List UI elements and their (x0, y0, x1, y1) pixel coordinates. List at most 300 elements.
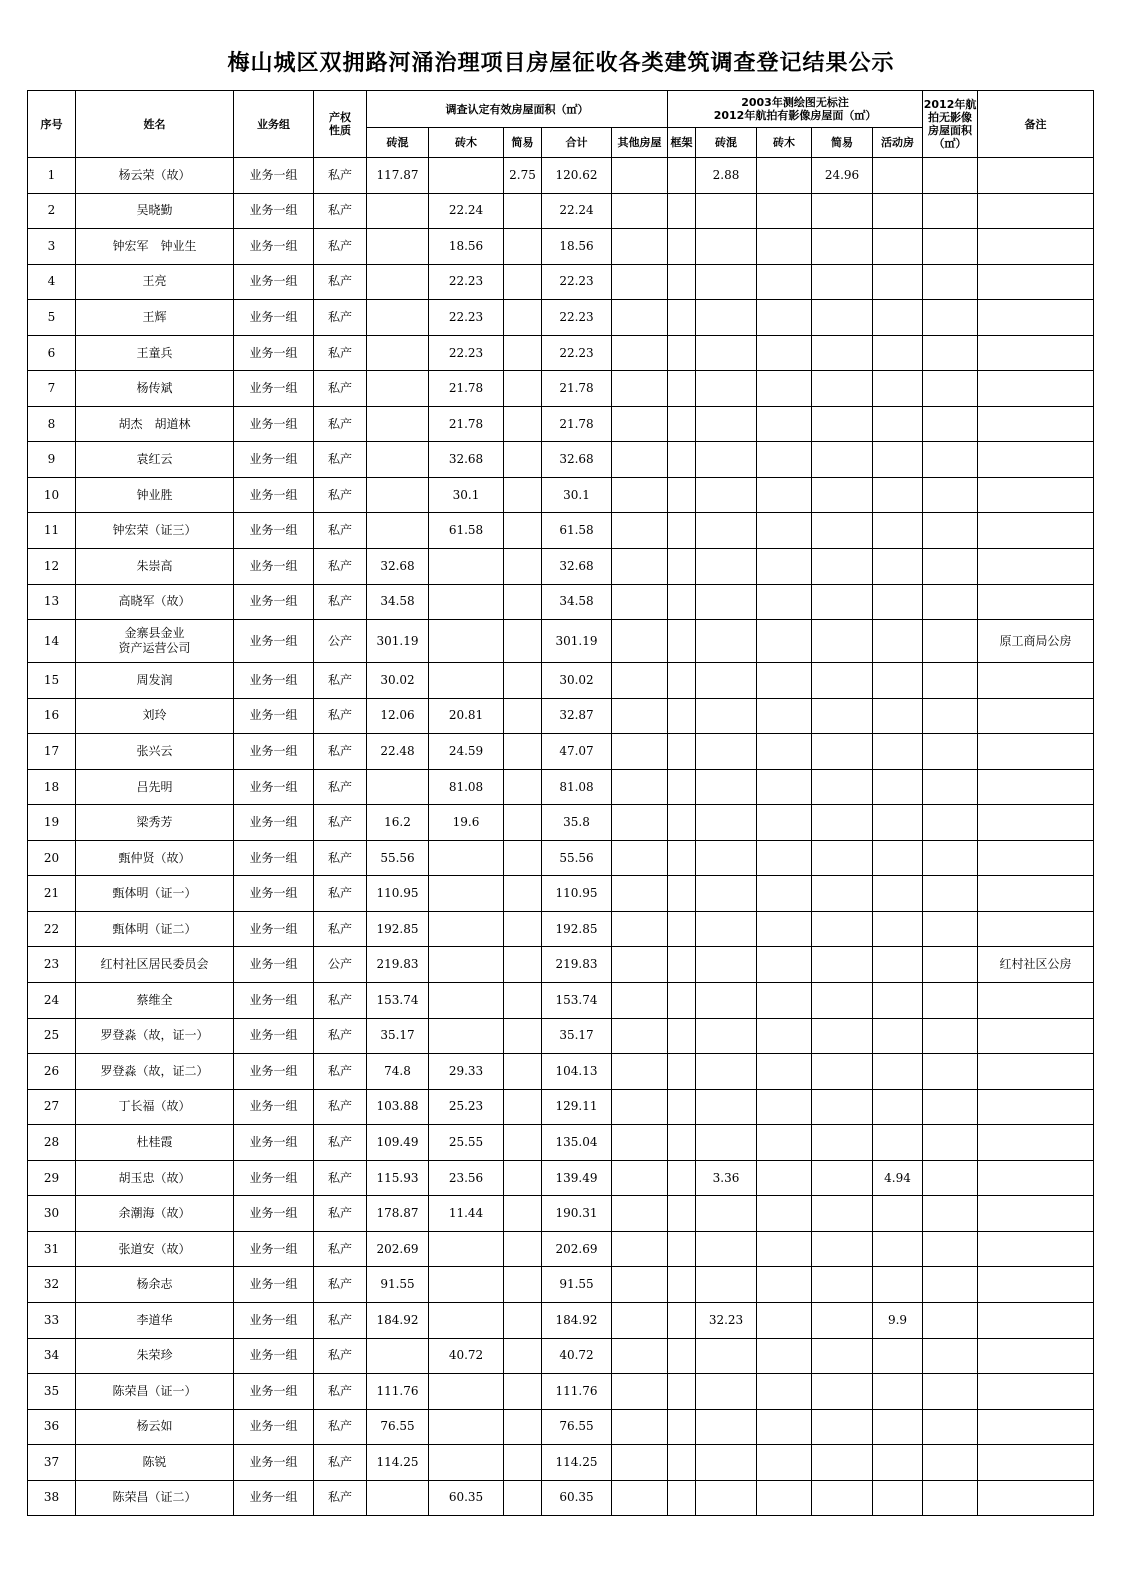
cell-property-nature: 私产 (314, 335, 367, 371)
cell-seq: 32 (28, 1267, 76, 1303)
cell-property-nature: 私产 (314, 158, 367, 194)
cell-map-mobile-house (873, 229, 923, 265)
cell-2012-aerial (923, 442, 978, 478)
cell-remark (978, 229, 1094, 265)
cell-survey-brick-concrete: 184.92 (367, 1302, 429, 1338)
cell-survey-other (612, 442, 668, 478)
cell-group: 业务一组 (234, 876, 314, 912)
cell-remark (978, 513, 1094, 549)
table-row (28, 620, 1094, 663)
cell-2012-aerial (923, 769, 978, 805)
cell-seq: 27 (28, 1089, 76, 1125)
header-remark: 备注 (978, 91, 1094, 158)
table-row (28, 584, 1094, 620)
cell-map-frame (668, 1125, 696, 1161)
cell-remark (978, 663, 1094, 699)
cell-seq: 37 (28, 1445, 76, 1481)
cell-name: 周发润 (76, 663, 234, 699)
cell-map-frame (668, 1267, 696, 1303)
cell-survey-brick-concrete: 34.58 (367, 584, 429, 620)
cell-survey-brick-wood: 60.35 (429, 1480, 504, 1516)
cell-seq: 36 (28, 1409, 76, 1445)
cell-survey-brick-wood (429, 663, 504, 699)
cell-map-brick-concrete (696, 876, 757, 912)
cell-property-nature: 私产 (314, 911, 367, 947)
cell-group: 业务一组 (234, 698, 314, 734)
cell-map-mobile-house (873, 1054, 923, 1090)
cell-group: 业务一组 (234, 1409, 314, 1445)
cell-map-simple (812, 1231, 873, 1267)
header-group: 业务组 (234, 91, 314, 158)
cell-map-simple (812, 406, 873, 442)
cell-survey-brick-wood (429, 840, 504, 876)
cell-property-nature: 私产 (314, 193, 367, 229)
cell-map-brick-concrete (696, 1480, 757, 1516)
table-row (28, 1302, 1094, 1338)
cell-remark (978, 1089, 1094, 1125)
cell-remark (978, 335, 1094, 371)
cell-survey-total: 32.68 (542, 549, 612, 585)
cell-survey-brick-concrete: 16.2 (367, 805, 429, 841)
cell-map-brick-concrete (696, 698, 757, 734)
cell-survey-brick-concrete: 103.88 (367, 1089, 429, 1125)
cell-survey-other (612, 1267, 668, 1303)
cell-map-frame (668, 442, 696, 478)
cell-map-brick-wood (757, 1302, 812, 1338)
cell-survey-brick-concrete (367, 264, 429, 300)
cell-survey-brick-wood: 20.81 (429, 698, 504, 734)
cell-property-nature: 私产 (314, 983, 367, 1019)
cell-name: 刘玲 (76, 698, 234, 734)
cell-survey-brick-concrete: 110.95 (367, 876, 429, 912)
cell-group: 业务一组 (234, 983, 314, 1019)
cell-map-mobile-house (873, 983, 923, 1019)
cell-property-nature: 私产 (314, 300, 367, 336)
cell-map-mobile-house (873, 264, 923, 300)
cell-group: 业务一组 (234, 947, 314, 983)
cell-map-mobile-house (873, 335, 923, 371)
cell-property-nature: 私产 (314, 734, 367, 770)
cell-2012-aerial (923, 840, 978, 876)
cell-survey-brick-wood: 22.23 (429, 264, 504, 300)
table-row (28, 1480, 1094, 1516)
cell-name: 丁长福（故） (76, 1089, 234, 1125)
cell-map-brick-wood (757, 229, 812, 265)
cell-survey-brick-wood: 25.23 (429, 1089, 504, 1125)
cell-2012-aerial (923, 1160, 978, 1196)
cell-survey-total: 114.25 (542, 1445, 612, 1481)
cell-remark (978, 264, 1094, 300)
table-row (28, 1338, 1094, 1374)
cell-name: 吴晓勤 (76, 193, 234, 229)
cell-map-mobile-house (873, 1445, 923, 1481)
cell-survey-brick-wood (429, 1231, 504, 1267)
cell-seq: 12 (28, 549, 76, 585)
cell-property-nature: 私产 (314, 1374, 367, 1410)
cell-remark (978, 193, 1094, 229)
cell-map-simple (812, 300, 873, 336)
cell-survey-total: 47.07 (542, 734, 612, 770)
cell-property-nature: 私产 (314, 1125, 367, 1161)
table-row (28, 769, 1094, 805)
cell-map-simple (812, 549, 873, 585)
cell-2012-aerial (923, 193, 978, 229)
cell-map-brick-concrete (696, 1409, 757, 1445)
cell-seq: 17 (28, 734, 76, 770)
cell-remark (978, 1018, 1094, 1054)
table-row (28, 876, 1094, 912)
cell-seq: 1 (28, 158, 76, 194)
cell-2012-aerial (923, 947, 978, 983)
cell-2012-aerial (923, 698, 978, 734)
cell-map-mobile-house (873, 1125, 923, 1161)
cell-seq: 38 (28, 1480, 76, 1516)
cell-map-mobile-house (873, 584, 923, 620)
cell-survey-brick-wood: 21.78 (429, 371, 504, 407)
cell-map-frame (668, 513, 696, 549)
cell-map-brick-concrete (696, 513, 757, 549)
table-header (28, 91, 1094, 158)
cell-property-nature: 私产 (314, 1018, 367, 1054)
cell-map-brick-wood (757, 663, 812, 699)
cell-remark (978, 1374, 1094, 1410)
cell-map-brick-wood (757, 584, 812, 620)
cell-map-mobile-house (873, 1267, 923, 1303)
table-row (28, 1374, 1094, 1410)
cell-map-frame (668, 1018, 696, 1054)
header-map-mobile-house: 活动房 (873, 128, 923, 158)
cell-map-brick-wood (757, 371, 812, 407)
cell-map-brick-wood (757, 1445, 812, 1481)
cell-remark (978, 477, 1094, 513)
cell-survey-simple (504, 1196, 542, 1232)
cell-survey-total: 110.95 (542, 876, 612, 912)
cell-group: 业务一组 (234, 663, 314, 699)
cell-property-nature: 私产 (314, 698, 367, 734)
cell-property-nature: 私产 (314, 805, 367, 841)
cell-map-frame (668, 1374, 696, 1410)
cell-survey-simple (504, 911, 542, 947)
cell-map-brick-wood (757, 1374, 812, 1410)
cell-survey-other (612, 584, 668, 620)
cell-map-brick-wood (757, 1480, 812, 1516)
cell-survey-total: 35.8 (542, 805, 612, 841)
cell-property-nature: 私产 (314, 1338, 367, 1374)
cell-map-simple (812, 911, 873, 947)
cell-map-mobile-house (873, 158, 923, 194)
cell-map-brick-wood (757, 947, 812, 983)
cell-map-brick-concrete (696, 1231, 757, 1267)
cell-map-mobile-house (873, 805, 923, 841)
cell-map-simple (812, 335, 873, 371)
cell-name: 甄体明（证一） (76, 876, 234, 912)
table-row (28, 406, 1094, 442)
cell-map-brick-concrete (696, 442, 757, 478)
cell-survey-brick-concrete: 301.19 (367, 620, 429, 663)
cell-map-mobile-house (873, 549, 923, 585)
cell-2012-aerial (923, 300, 978, 336)
cell-map-brick-wood (757, 442, 812, 478)
cell-group: 业务一组 (234, 229, 314, 265)
cell-survey-simple (504, 769, 542, 805)
cell-survey-simple (504, 1054, 542, 1090)
cell-remark (978, 1338, 1094, 1374)
cell-survey-other (612, 371, 668, 407)
cell-map-mobile-house (873, 477, 923, 513)
cell-map-frame (668, 1054, 696, 1090)
cell-survey-brick-concrete (367, 193, 429, 229)
cell-survey-simple (504, 983, 542, 1019)
cell-name: 吕先明 (76, 769, 234, 805)
cell-survey-brick-concrete: 153.74 (367, 983, 429, 1019)
cell-property-nature: 公产 (314, 947, 367, 983)
cell-property-nature: 私产 (314, 406, 367, 442)
cell-group: 业务一组 (234, 158, 314, 194)
cell-map-brick-wood (757, 264, 812, 300)
cell-survey-brick-wood (429, 1374, 504, 1410)
cell-map-frame (668, 1089, 696, 1125)
cell-survey-brick-concrete: 109.49 (367, 1125, 429, 1161)
cell-survey-brick-concrete: 32.68 (367, 549, 429, 585)
table-row (28, 1267, 1094, 1303)
cell-map-simple (812, 947, 873, 983)
cell-survey-simple (504, 1089, 542, 1125)
header-survey-brick-wood: 砖木 (429, 128, 504, 158)
cell-map-brick-wood (757, 477, 812, 513)
cell-map-frame (668, 840, 696, 876)
cell-survey-brick-wood: 40.72 (429, 1338, 504, 1374)
cell-survey-brick-wood (429, 158, 504, 194)
cell-remark (978, 911, 1094, 947)
cell-survey-simple (504, 264, 542, 300)
cell-survey-brick-concrete (367, 477, 429, 513)
cell-remark (978, 158, 1094, 194)
cell-property-nature: 私产 (314, 264, 367, 300)
cell-2012-aerial (923, 1054, 978, 1090)
cell-seq: 3 (28, 229, 76, 265)
cell-map-mobile-house (873, 1018, 923, 1054)
cell-property-nature: 私产 (314, 442, 367, 478)
cell-seq: 15 (28, 663, 76, 699)
cell-2012-aerial (923, 620, 978, 663)
cell-map-simple (812, 1160, 873, 1196)
cell-map-brick-concrete (696, 1445, 757, 1481)
cell-map-brick-concrete (696, 911, 757, 947)
cell-map-brick-wood (757, 698, 812, 734)
cell-group: 业务一组 (234, 300, 314, 336)
table-row (28, 1409, 1094, 1445)
cell-survey-brick-wood: 24.59 (429, 734, 504, 770)
cell-map-brick-wood (757, 300, 812, 336)
cell-name: 王辉 (76, 300, 234, 336)
cell-survey-other (612, 549, 668, 585)
cell-survey-brick-wood (429, 1267, 504, 1303)
cell-survey-other (612, 876, 668, 912)
cell-survey-total: 184.92 (542, 1302, 612, 1338)
cell-survey-total: 21.78 (542, 406, 612, 442)
cell-survey-other (612, 1018, 668, 1054)
cell-survey-simple (504, 442, 542, 478)
cell-map-mobile-house (873, 698, 923, 734)
cell-2012-aerial (923, 1267, 978, 1303)
cell-group: 业务一组 (234, 805, 314, 841)
cell-property-nature: 私产 (314, 1196, 367, 1232)
cell-group: 业务一组 (234, 442, 314, 478)
cell-map-mobile-house (873, 620, 923, 663)
cell-survey-simple (504, 335, 542, 371)
cell-map-brick-wood (757, 983, 812, 1019)
cell-survey-brick-wood: 11.44 (429, 1196, 504, 1232)
cell-seq: 6 (28, 335, 76, 371)
cell-survey-brick-concrete (367, 371, 429, 407)
cell-map-brick-concrete (696, 983, 757, 1019)
cell-survey-brick-wood (429, 876, 504, 912)
cell-seq: 11 (28, 513, 76, 549)
cell-remark (978, 406, 1094, 442)
cell-map-frame (668, 983, 696, 1019)
cell-map-simple (812, 442, 873, 478)
cell-survey-total: 21.78 (542, 371, 612, 407)
header-map-simple: 简易 (812, 128, 873, 158)
cell-survey-brick-concrete: 55.56 (367, 840, 429, 876)
cell-seq: 21 (28, 876, 76, 912)
cell-name: 钟宏军 钟业生 (76, 229, 234, 265)
cell-survey-simple (504, 193, 542, 229)
table-row (28, 193, 1094, 229)
cell-name: 甄仲贤（故） (76, 840, 234, 876)
cell-map-simple (812, 1409, 873, 1445)
cell-survey-simple (504, 549, 542, 585)
cell-2012-aerial (923, 1338, 978, 1374)
cell-remark (978, 983, 1094, 1019)
cell-group: 业务一组 (234, 769, 314, 805)
cell-map-brick-concrete (696, 584, 757, 620)
cell-survey-total: 22.23 (542, 300, 612, 336)
cell-name: 梁秀芳 (76, 805, 234, 841)
cell-group: 业务一组 (234, 1480, 314, 1516)
cell-remark (978, 769, 1094, 805)
cell-map-mobile-house (873, 663, 923, 699)
cell-seq: 14 (28, 620, 76, 663)
cell-seq: 26 (28, 1054, 76, 1090)
registration-table (27, 90, 1094, 1516)
cell-name: 朱荣珍 (76, 1338, 234, 1374)
cell-remark (978, 734, 1094, 770)
cell-name: 张道安（故） (76, 1231, 234, 1267)
cell-survey-simple (504, 1374, 542, 1410)
cell-name: 李道华 (76, 1302, 234, 1338)
cell-survey-simple (504, 300, 542, 336)
cell-map-mobile-house (873, 300, 923, 336)
cell-survey-simple (504, 406, 542, 442)
cell-survey-simple (504, 840, 542, 876)
header-2012-aerial: 2012年航 拍无影像 房屋面积 （㎡） (923, 91, 978, 158)
cell-survey-total: 91.55 (542, 1267, 612, 1303)
table-row (28, 1018, 1094, 1054)
cell-survey-total: 35.17 (542, 1018, 612, 1054)
cell-survey-other (612, 1160, 668, 1196)
cell-map-frame (668, 229, 696, 265)
cell-group: 业务一组 (234, 1445, 314, 1481)
cell-map-simple (812, 734, 873, 770)
cell-group: 业务一组 (234, 549, 314, 585)
cell-2012-aerial (923, 406, 978, 442)
cell-group: 业务一组 (234, 1267, 314, 1303)
table-row (28, 1160, 1094, 1196)
cell-name: 高晓军（故） (76, 584, 234, 620)
cell-remark: 原工商局公房 (978, 620, 1094, 663)
cell-map-mobile-house (873, 513, 923, 549)
table-row (28, 1054, 1094, 1090)
cell-map-simple: 24.96 (812, 158, 873, 194)
cell-survey-other (612, 983, 668, 1019)
cell-property-nature: 私产 (314, 584, 367, 620)
cell-survey-total: 301.19 (542, 620, 612, 663)
cell-map-frame (668, 1231, 696, 1267)
table-row (28, 698, 1094, 734)
cell-group: 业务一组 (234, 1054, 314, 1090)
cell-survey-brick-concrete: 115.93 (367, 1160, 429, 1196)
cell-property-nature: 私产 (314, 1231, 367, 1267)
cell-survey-total: 61.58 (542, 513, 612, 549)
cell-group: 业务一组 (234, 477, 314, 513)
cell-map-brick-wood (757, 805, 812, 841)
cell-map-brick-wood (757, 734, 812, 770)
cell-seq: 7 (28, 371, 76, 407)
cell-seq: 28 (28, 1125, 76, 1161)
table-row (28, 1231, 1094, 1267)
cell-seq: 23 (28, 947, 76, 983)
cell-survey-other (612, 663, 668, 699)
cell-survey-simple (504, 513, 542, 549)
cell-map-frame (668, 1302, 696, 1338)
cell-property-nature: 私产 (314, 1302, 367, 1338)
cell-map-mobile-house (873, 876, 923, 912)
cell-2012-aerial (923, 335, 978, 371)
cell-property-nature: 私产 (314, 1160, 367, 1196)
cell-map-frame (668, 1196, 696, 1232)
cell-group: 业务一组 (234, 193, 314, 229)
cell-map-simple (812, 1018, 873, 1054)
cell-map-brick-wood (757, 513, 812, 549)
cell-remark (978, 805, 1094, 841)
cell-survey-brick-wood: 81.08 (429, 769, 504, 805)
cell-survey-total: 34.58 (542, 584, 612, 620)
cell-remark (978, 840, 1094, 876)
cell-2012-aerial (923, 1374, 978, 1410)
cell-map-frame (668, 876, 696, 912)
cell-survey-total: 30.1 (542, 477, 612, 513)
cell-property-nature: 私产 (314, 876, 367, 912)
cell-map-simple (812, 1125, 873, 1161)
cell-map-brick-concrete (696, 300, 757, 336)
cell-survey-other (612, 698, 668, 734)
cell-remark (978, 300, 1094, 336)
cell-survey-brick-concrete (367, 406, 429, 442)
cell-survey-simple (504, 1160, 542, 1196)
cell-map-frame (668, 335, 696, 371)
cell-group: 业务一组 (234, 335, 314, 371)
cell-map-brick-concrete (696, 734, 757, 770)
cell-map-mobile-house (873, 1196, 923, 1232)
header-survey-area: 调查认定有效房屋面积（㎡） (367, 91, 668, 128)
cell-map-frame (668, 734, 696, 770)
cell-map-simple (812, 1338, 873, 1374)
header-map-frame: 框架 (668, 128, 696, 158)
cell-survey-brick-concrete (367, 1338, 429, 1374)
cell-map-mobile-house (873, 1338, 923, 1374)
cell-group: 业务一组 (234, 840, 314, 876)
